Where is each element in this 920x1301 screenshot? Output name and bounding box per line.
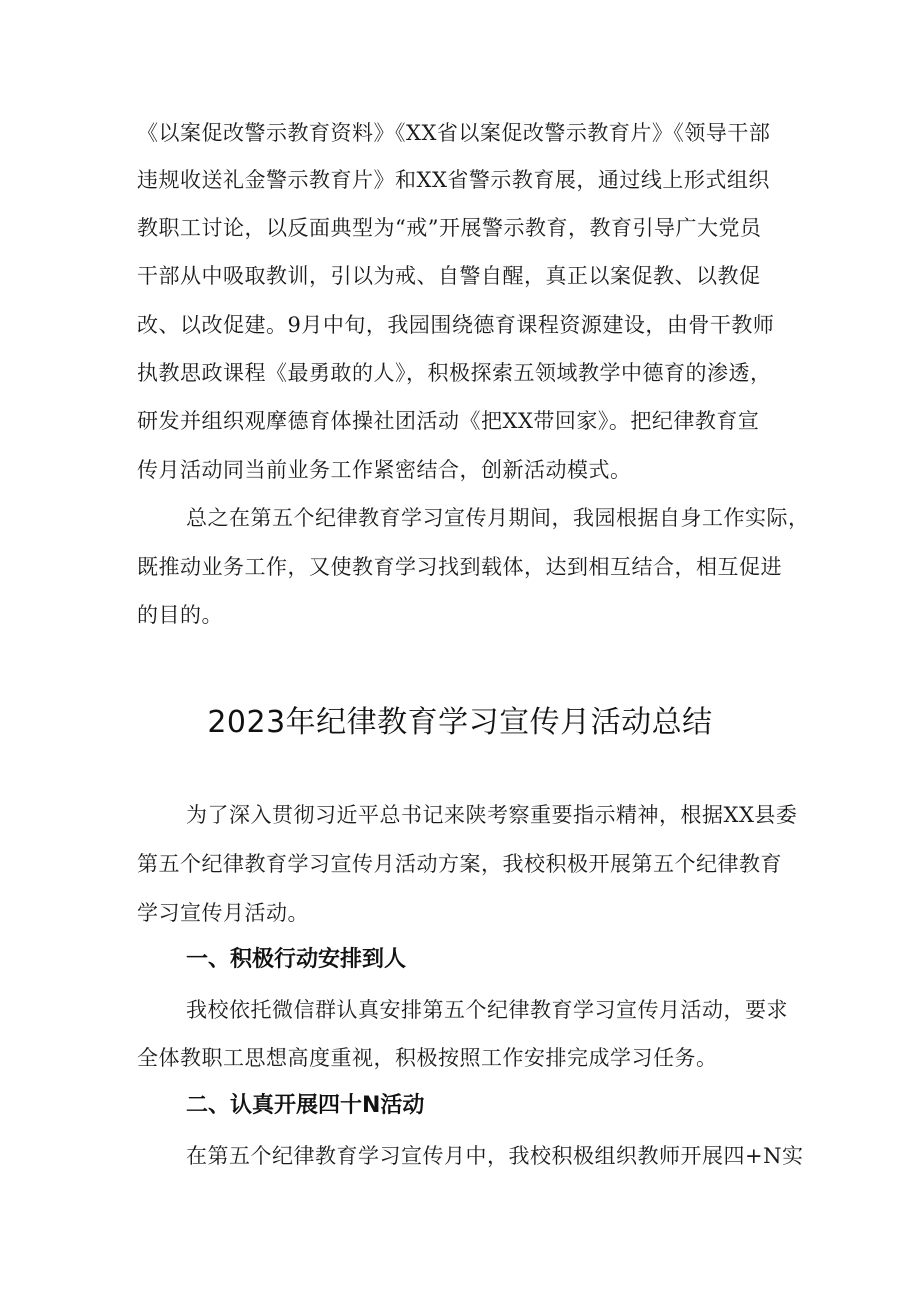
text-line: 执教思政课程《最勇敢的人》，积极探索五领域教学中德育的渗透， bbox=[137, 361, 772, 385]
text-line: 改、以改促建。9月中旬，我园围绕德育课程资源建设，由骨干教师 bbox=[137, 313, 775, 337]
text-line: 传月活动同当前业务工作紧密结合，创新活动模式。 bbox=[137, 458, 632, 482]
text-line: 干部从中吸取教训，引以为戒、自警自醒，真正以案促教、以教促 bbox=[137, 264, 761, 288]
text-line: 第五个纪律教育学习宣传月活动方案，我校积极开展第五个纪律教育 bbox=[137, 852, 782, 876]
text-line: 既推动业务工作，又使教育学习找到载体，达到相互结合，相互促进 bbox=[137, 555, 782, 579]
text-line: 总之在第五个纪律教育学习宣传月期间，我园根据自身工作实际， bbox=[186, 506, 810, 530]
text-line: 学习宣传月活动。 bbox=[137, 901, 309, 925]
text-line: 在第五个纪律教育学习宣传月中，我校积极组织教师开展四+N实 bbox=[186, 1144, 804, 1168]
text-line: 我校依托微信群认真安排第五个纪律教育学习宣传月活动，要求 bbox=[186, 998, 788, 1022]
text-line: 的目的。 bbox=[137, 603, 223, 627]
text-line: 研发并组织观摩德育体操社团活动《把XX带回家》。把纪律教育宣 bbox=[137, 409, 760, 433]
section-heading-2: 二、认真开展四十N活动 bbox=[186, 1093, 425, 1118]
text-line: 教职工讨论，以反面典型为“戒”开展警示教育，教育引导广大党员 bbox=[137, 216, 762, 240]
text-line: 违规收送礼金警示教育片》和XX省警示教育展，通过线上形式组织 bbox=[137, 168, 770, 192]
text-line: 为了深入贯彻习近平总书记来陕考察重要指示精神，根据XX县委 bbox=[186, 803, 798, 827]
text-line: 全体教职工思想高度重视，积极按照工作安排完成学习任务。 bbox=[137, 1046, 718, 1070]
text-line: 《以案促改警示教育资料》《XX省以案促改警示教育片》《领导干部 bbox=[137, 121, 771, 145]
section-heading-1: 一、积极行动安排到人 bbox=[186, 947, 407, 972]
document-title: 2023年纪律教育学习宣传月活动总结 bbox=[207, 705, 713, 740]
